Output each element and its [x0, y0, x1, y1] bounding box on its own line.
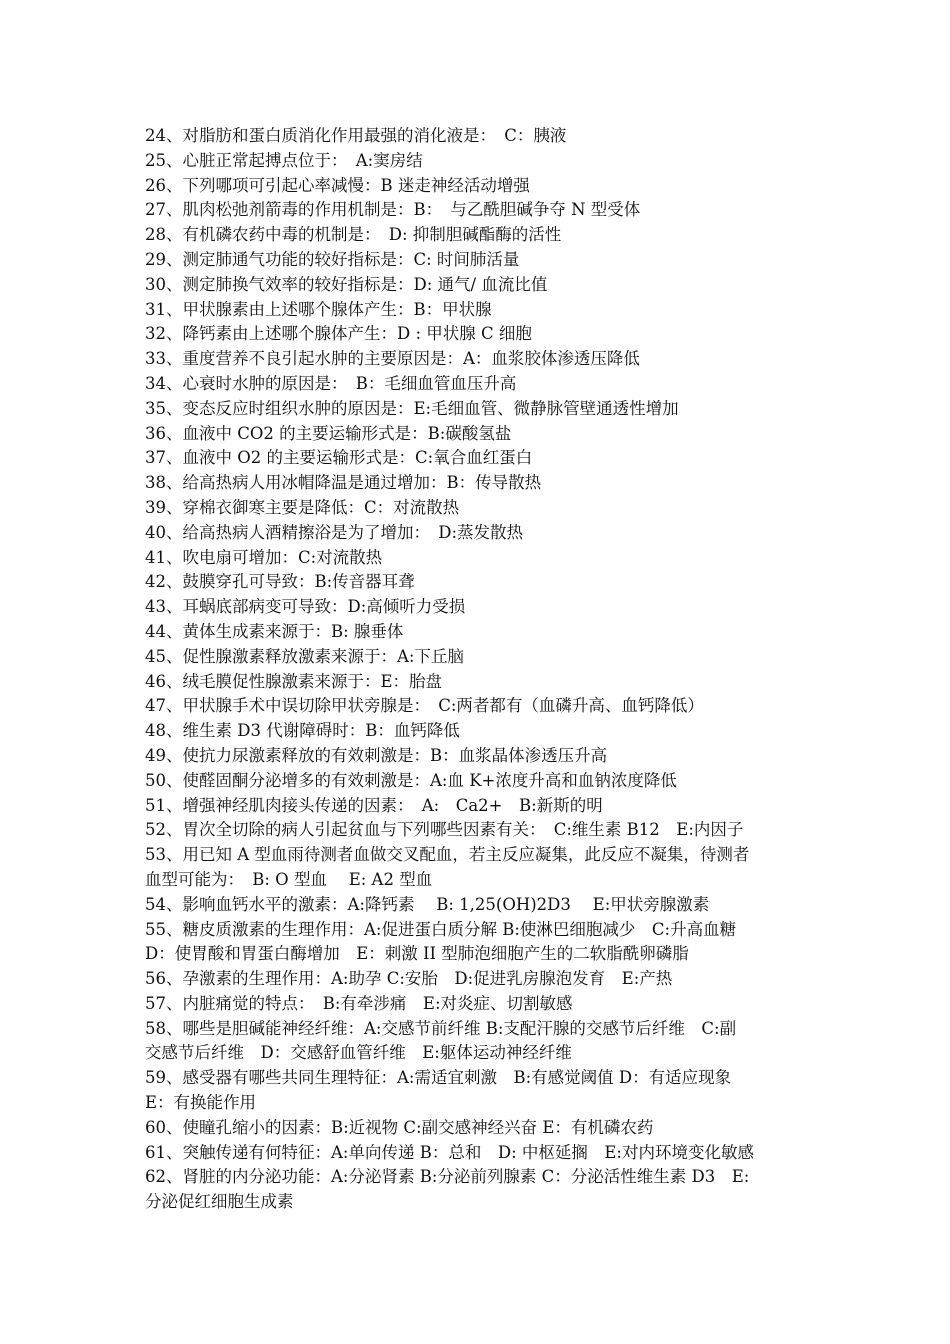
text-line: 59、感受器有哪些共同生理特征：A:需适宜刺激 B:有感觉阈值 D：有适应现象: [145, 1068, 732, 1088]
text-line: 41、吹电扇可增加：C:对流散热: [145, 547, 383, 567]
text-line: 37、血液中 O2 的主要运输形式是：C:氧合血红蛋白: [145, 448, 533, 468]
text-line: 33、重度营养不良引起水肿的主要原因是：A：血浆胶体渗透压降低: [145, 349, 640, 369]
text-line: 55、糖皮质激素的生理作用：A:促进蛋白质分解 B:使淋巴细胞减少 C:升高血糖: [145, 919, 737, 939]
text-line: 46、绒毛膜促性腺激素来源于：E：胎盘: [145, 671, 443, 691]
text-line: 48、维生素 D3 代谢障碍时：B：血钙降低: [145, 721, 460, 741]
text-line: 26、下列哪项可引起心率减慢：B 迷走神经活动增强: [145, 175, 530, 195]
text-line: 38、给高热病人用冰帽降温是通过增加：B：传导散热: [145, 473, 542, 493]
text-line: 42、鼓膜穿孔可导致：B:传音器耳聋: [145, 572, 415, 592]
text-line: 34、心衰时水肿的原因是： B：毛细血管血压升高: [145, 373, 517, 393]
text-line: 40、给高热病人酒精擦浴是为了增加： D:蒸发散热: [145, 522, 524, 542]
text-line: 血型可能为： B: O 型血 E: A2 型血: [145, 869, 433, 889]
text-line: 57、内脏痛觉的特点： B:有牵涉痛 E:对炎症、切割敏感: [145, 993, 573, 1013]
text-line: 32、降钙素由上述哪个腺体产生：D : 甲状腺 C 细胞: [145, 324, 532, 344]
text-line: D：使胃酸和胃蛋白酶增加 E：刺激 II 型肺泡细胞产生的二软脂酰卵磷脂: [145, 944, 689, 964]
text-line: 36、血液中 CO2 的主要运输形式是：B:碳酸氢盐: [145, 423, 512, 443]
text-line: 61、突触传递有何特征：A:单向传递 B：总和 D: 中枢延搁 E:对内环境变化敏感: [145, 1142, 754, 1162]
text-line: 24、对脂肪和蛋白质消化作用最强的消化液是： C：胰液: [145, 126, 567, 145]
text-line: 47、甲状腺手术中误切除甲状旁腺是： C:两者都有（血磷升高、血钙降低）: [145, 696, 704, 716]
text-line: 29、测定肺通气功能的较好指标是：C: 时间肺活量: [145, 249, 520, 269]
text-line: 30、测定肺换气效率的较好指标是：D: 通气/ 血流比值: [145, 274, 548, 294]
text-line: 52、胃次全切除的病人引起贫血与下列哪些因素有关： C:维生素 B12 E:内因子: [145, 820, 744, 840]
text-line: 60、使瞳孔缩小的因素：B:近视物 C:副交感神经兴奋 E：有机磷农药: [145, 1117, 654, 1137]
text-line: 58、哪些是胆碱能神经纤维：A:交感节前纤维 B:支配汗腺的交感节后纤维 C:副: [145, 1018, 737, 1038]
text-line: 50、使醛固酮分泌增多的有效刺激是：A:血 K+浓度升高和血钠浓度降低: [145, 770, 677, 790]
text-line: 54、影响血钙水平的激素：A:降钙素 B: 1,25(OH)2D3 E:甲状旁腺激素: [145, 894, 710, 914]
text-line: 31、甲状腺素由上述哪个腺体产生：B：甲状腺: [145, 299, 492, 319]
text-line: 28、有机磷农药中毒的机制是： D: 抑制胆碱酯酶的活性: [145, 225, 562, 245]
text-line: 49、使抗力尿激素释放的有效刺激是：B：血浆晶体渗透压升高: [145, 745, 608, 765]
text-line: 62、肾脏的内分泌功能：A:分泌肾素 B:分泌前列腺素 C：分泌活性维生素 D3 E:: [145, 1167, 750, 1187]
text-line: 53、用已知 A 型血雨待测者血做交叉配血，若主反应凝集，此反应不凝集，待测者: [145, 845, 750, 865]
text-line: 交感节后纤维 D：交感舒血管纤维 E:躯体运动神经纤维: [145, 1043, 572, 1063]
text-line: 44、黄体生成素来源于：B: 腺垂体: [145, 621, 404, 641]
text-line: 56、孕激素的生理作用：A:助孕 C:安胎 D:促进乳房腺泡发育 E:产热: [145, 969, 673, 989]
text-line: 45、促性腺激素释放激素来源于：A:下丘脑: [145, 646, 464, 666]
text-line: 25、心脏正常起搏点位于： A:窦房结: [145, 150, 423, 170]
text-line: 51、增强神经肌肉接头传递的因素： A: Ca2+ B:新斯的明: [145, 795, 603, 815]
text-line: 39、穿棉衣御寒主要是降低：C：对流散热: [145, 497, 460, 517]
text-line: 分泌促红细胞生成素: [145, 1192, 294, 1212]
text-line: E：有换能作用: [145, 1093, 257, 1113]
document-body: [145, 124, 809, 1215]
text-line: 35、变态反应时组织水肿的原因是：E:毛细血管、微静脉管壁通透性增加: [145, 398, 679, 418]
text-line: 43、耳蜗底部病变可导致：D:高倾听力受损: [145, 597, 466, 617]
text-line: 27、肌肉松弛剂箭毒的作用机制是：B： 与乙酰胆碱争夺 N 型受体: [145, 200, 641, 220]
